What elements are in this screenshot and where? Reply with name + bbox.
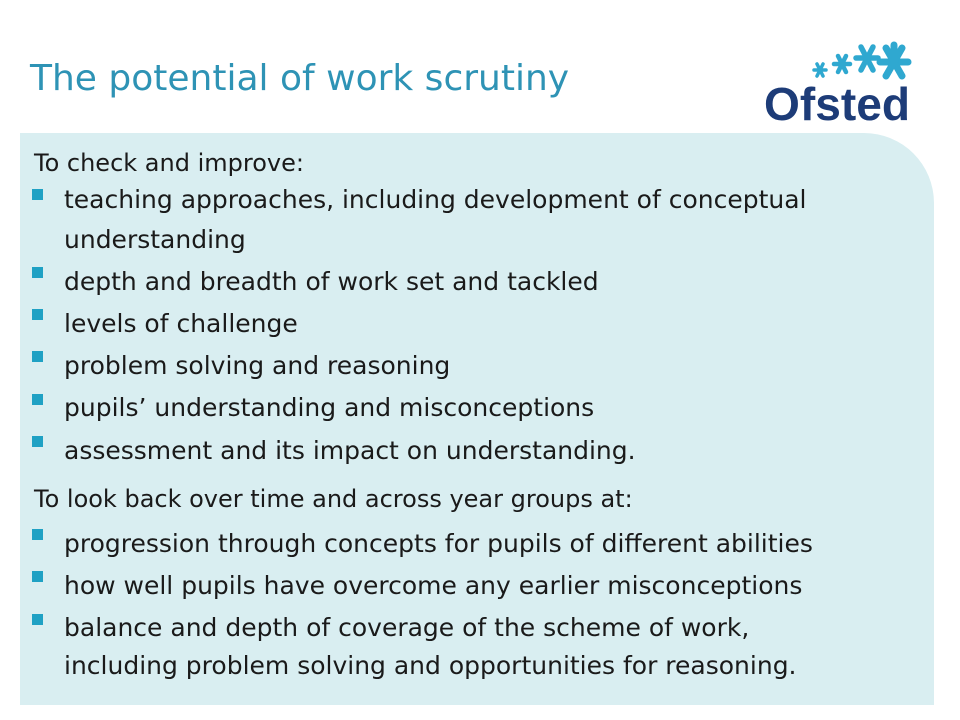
section2-heading: To look back over time and across year groups at: [34,485,633,513]
content-panel [20,133,934,705]
list-item-continuation: including problem solving and opportunities for reasoning. [64,651,797,680]
slide-title: The potential of work scrutiny [30,58,570,99]
list-item: how well pupils have overcome any earlier misconceptions [64,571,803,600]
bullet-icon [32,351,43,362]
list-item: progression through concepts for pupils of different abilities [64,529,813,558]
logo-wordmark: Ofsted [764,78,910,130]
list-item: depth and breadth of work set and tackled [64,267,599,296]
bullet-icon [32,267,43,278]
bullet-icon [32,394,43,405]
list-item-continuation: understanding [64,225,246,254]
list-item: assessment and its impact on understanding. [64,436,636,465]
bullet-icon [32,436,43,447]
ofsted-logo [762,40,922,130]
bullet-icon [32,614,43,625]
bullet-icon [32,571,43,582]
list-item: pupils’ understanding and misconceptions [64,393,595,422]
list-item: balance and depth of coverage of the scheme of work, [64,613,750,642]
ofsted-logo-graphic [762,40,922,130]
bullet-icon [32,189,43,200]
section1-heading: To check and improve: [34,149,304,177]
bullet-icon [32,309,43,320]
bullet-icon [32,529,43,540]
list-item: problem solving and reasoning [64,351,451,380]
list-item: teaching approaches, including development of conceptual [64,185,807,214]
list-item: levels of challenge [64,309,298,338]
